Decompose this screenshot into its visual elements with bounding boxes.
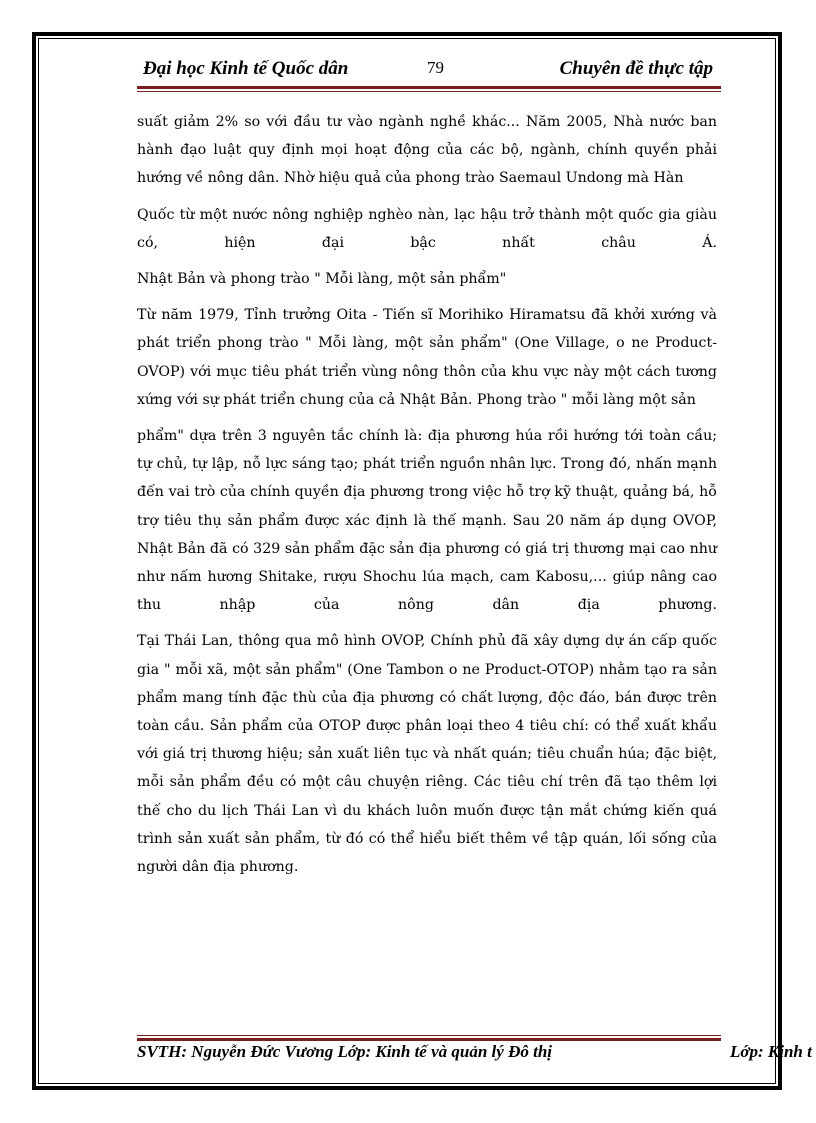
footer-rule <box>137 1038 721 1041</box>
header-rule <box>137 86 721 89</box>
paragraph-4: phẩm" dựa trên 3 nguyên tắc chính là: địa phương húa rồi hướng tới toàn cầu; tự chủ, tự lập, nỗ lực sáng tạo; phát triển nguồn nhân lực. Trong đó, nhấn mạnh đến vai trò của chính quyền địa phương trong việc hỗ trợ kỹ thuật, quảng bá, hỗ trợ tiêu thụ sản phẩm được xác định là thế mạnh. Sau 20 năm áp dụng OVOP, Nhật Bản đã có 329 sản phẩm đặc sản địa phương có giá trị thương mại cao như như nấm hương Shitake, rượu Shochu lúa mạch, cam Kabosu,... giúp nâng cao thu nhập của nông dân địa phương. <box>137 428 717 614</box>
footer-class-info: Lớp: Kinh t <box>730 1042 812 1061</box>
body-text <box>137 108 717 889</box>
paragraph-5: Tại Thái Lan, thông qua mô hình OVOP, Chính phủ đã xây dựng dự án cấp quốc gia " mỗi xã, một sản phẩm" (One Tambon o ne Product-OTOP) nhằm tạo ra sản phẩm mang tính đặc thù của địa phương có chất lượng, độc đáo, bán được trên toàn cầu. Sản phẩm của OTOP được phân loại theo 4 tiêu chí: có thể xuất khẩu với giá trị thương hiệu; sản xuất liên tục và nhất quán; tiêu chuẩn húa; đặc biệt, mỗi sản phẩm đều có một câu chuyện riêng. Các tiêu chí trên đã tạo thêm lợi thế cho du lịch Thái Lan vì du khách luôn muốn được tận mắt chứng kiến quá trình sản xuất sản phẩm, từ đó có thể hiểu biết thêm về tập quán, lối sống của người dân địa phương. <box>137 633 717 876</box>
section-heading-japan: Nhật Bản và phong trào " Mỗi làng, một sản phẩm" <box>137 271 507 288</box>
paragraph-1: suất giảm 2% so với đầu tư vào ngành nghề khác... Năm 2005, Nhà nước ban hành đạo luật quy định mọi hoạt động của các bộ, ngành, chính quyền phải hướng về nông dân. Nhờ hiệu quả của phong trào Saemaul Undong mà Hàn <box>137 114 717 187</box>
header-report-type: Chuyên đề thực tập <box>559 58 713 79</box>
footer-rule-thin <box>137 1035 721 1036</box>
header-university: Đại học Kinh tế Quốc dân <box>143 58 349 79</box>
header-rule-thin <box>137 91 721 92</box>
paragraph-3: Từ năm 1979, Tỉnh trưởng Oita - Tiến sĩ Morihiko Hiramatsu đã khởi xướng và phát triển phong trào " Mỗi làng, một sản phẩm" (One Village, o ne Product-OVOP) với mục tiêu phát triển vùng nông thôn của khu vực này một cách tương xứng với sự phát triển chung của cả Nhật Bản. Phong trào " mỗi làng một sản <box>137 307 717 408</box>
footer-student-info: SVTH: Nguyễn Đức Vương Lớp: Kinh tế và quản lý Đô thị <box>137 1042 553 1061</box>
page-number: 79 <box>427 58 444 77</box>
page-footer <box>137 1042 816 1070</box>
page-header <box>137 56 721 86</box>
paragraph-2: Quốc từ một nước nông nghiệp nghèo nàn, lạc hậu trở thành một quốc gia giàu có, hiện đại bậc nhất châu Á. <box>137 206 717 251</box>
